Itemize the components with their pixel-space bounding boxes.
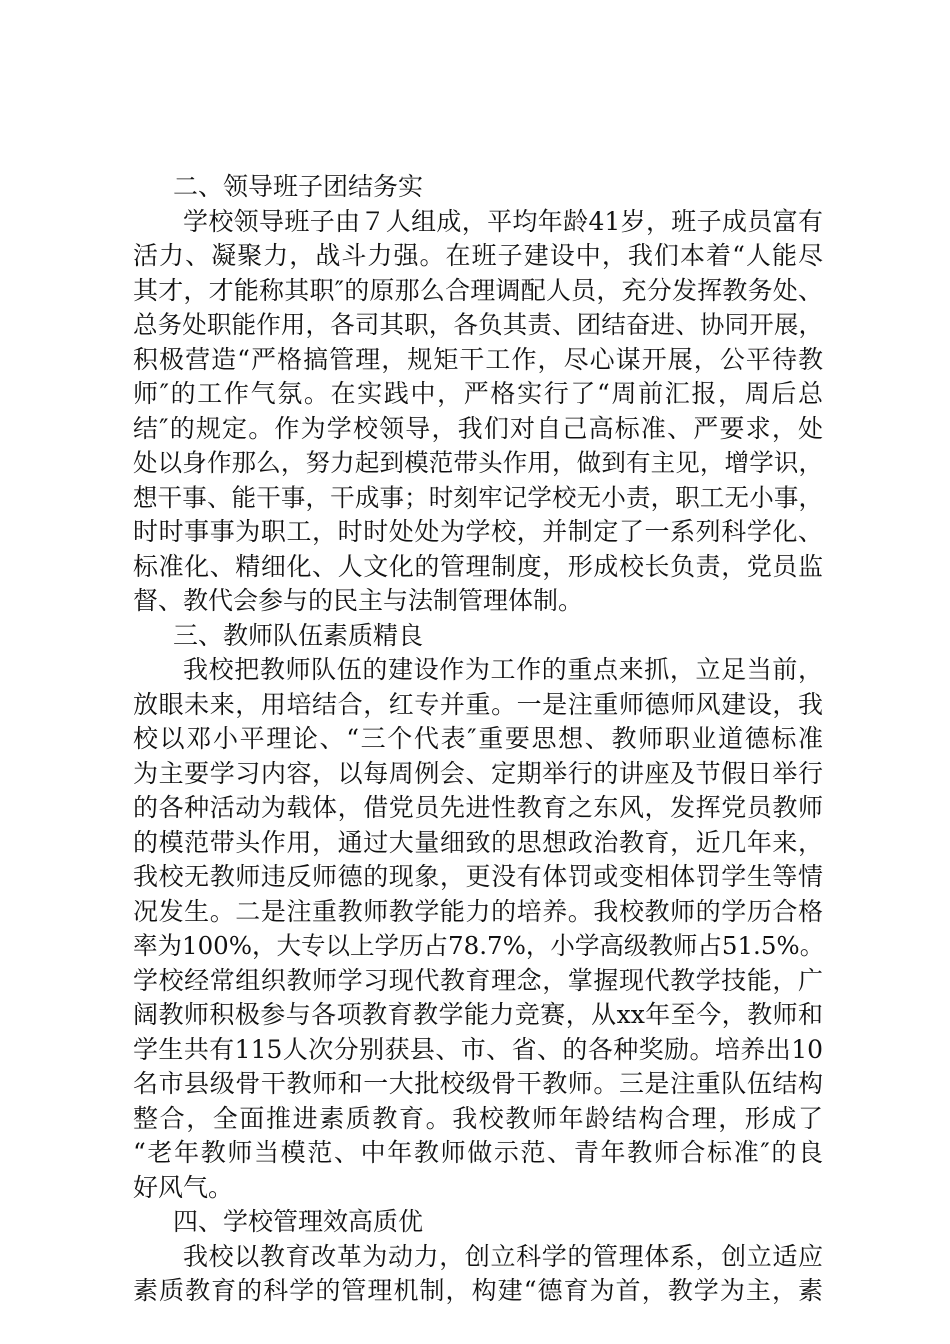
text-line: 阔教师积极参与各项教育教学能力竞赛，从xx年至今，教师和 [133,1000,823,1029]
text-line: 素质教育的科学的管理机制，构建“德育为首，教学为主，素 [133,1276,823,1305]
text-line: 想干事、能干事，干成事；时刻牢记学校无小责，职工无小事， [133,482,823,512]
text-line: 整合，全面推进素质教育。我校教师年龄结构合理，形成了 [133,1103,823,1133]
text-line: 的模范带头作用，通过大量细致的思想政治教育，近几年来， [133,827,823,857]
text-line: 积极营造“严格搞管理，规矩干工作，尽心谋开展，公平待教 [133,344,823,374]
text-line: 处以身作那么，努力起到模范带头作用，做到有主见，增学识， [133,448,823,477]
text-line: 我校无教师违反师德的现象，更没有体罚或变相体罚学生等情 [133,862,823,891]
text-line: 督、教代会参与的民主与法制管理体制。 [133,586,584,615]
text-line: 好风气。 [133,1172,234,1202]
text-line: 总务处职能作用，各司其职，各负其责、团结奋进、协同开展， [133,310,823,339]
section-heading-4: 四、学校管理效高质优 [173,1207,424,1236]
text-line: 师″的工作气氛。在实践中，严格实行了“周前汇报，周后总 [133,379,823,408]
text-line: “老年教师当模范、中年教师做示范、青年教师合标准″的良 [133,1138,823,1167]
text-line: 我校以教育改革为动力，创立科学的管理体系，创立适应 [183,1241,823,1271]
text-line: 标准化、精细化、人文化的管理制度，形成校长负责，党员监 [133,551,823,581]
text-line: 率为100%，大专以上学历占78.7%，小学高级教师占51.5%。 [133,931,825,960]
document-body [133,170,823,1309]
section-heading-3: 三、教师队伍素质精良 [173,620,424,650]
text-line: 况发生。二是注重教师教学能力的培养。我校教师的学历合格 [133,896,823,926]
text-line: 为主要学习内容，以每周例会、定期举行的讲座及节假日举行 [133,758,823,788]
text-line: 校以邓小平理论、“三个代表″重要思想、教师职业道德标准 [133,724,823,753]
text-line: 放眼未来，用培结合，红专并重。一是注重师德师风建设，我 [133,689,823,719]
text-line: 我校把教师队伍的建设作为工作的重点来抓，立足当前， [183,655,823,684]
text-line: 学校领导班子由７人组成，平均年龄41岁，班子成员富有 [183,206,823,236]
text-line: 学校经常组织教师学习现代教育理念，掌握现代教学技能，广 [133,965,823,995]
text-line: 活力、凝聚力，战斗力强。在班子建设中，我们本着“人能尽 [133,241,823,270]
text-line: 其才，才能称其职″的原那么合理调配人员，充分发挥教务处、 [133,275,823,305]
section-heading-2: 二、领导班子团结务实 [173,172,424,201]
text-line: 学生共有115人次分别获县、市、省、的各种奖励。培养出10 [133,1034,823,1064]
text-line: 的各种活动为载体，借党员先进性教育之东风，发挥党员教师 [133,793,823,822]
text-line: 名市县级骨干教师和一大批校级骨干教师。三是注重队伍结构 [133,1069,823,1098]
text-line: 时时事事为职工，时时处处为学校，并制定了一系列科学化、 [133,517,823,546]
text-line: 结″的规定。作为学校领导，我们对自己高标准、严要求，处 [133,413,823,443]
